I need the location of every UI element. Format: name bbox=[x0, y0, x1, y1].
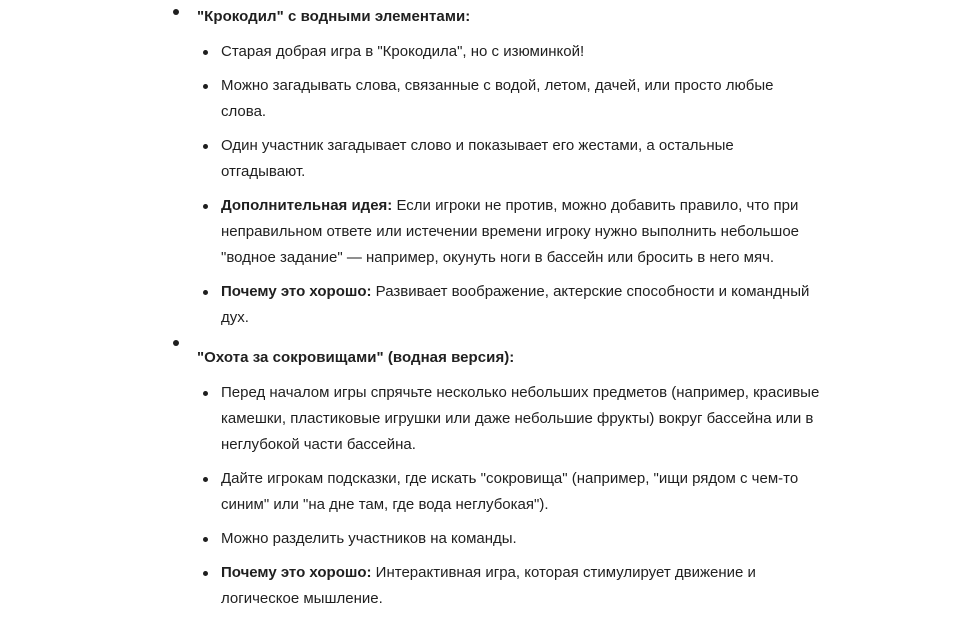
detail-text: Один участник загадывает слово и показывает его жестами, а остальные отгадывают. bbox=[221, 137, 734, 180]
game-section-treasure-hunt bbox=[0, 331, 957, 612]
section-details bbox=[197, 39, 957, 331]
detail-text: Старая добрая игра в "Крокодила", но с изюминкой! bbox=[221, 43, 585, 60]
detail-item bbox=[197, 526, 821, 552]
section-title: "Охота за сокровищами" (водная версия): bbox=[197, 349, 515, 366]
detail-item bbox=[197, 39, 821, 65]
detail-text: Развивает воображение, актерские способности и командный дух. bbox=[221, 283, 810, 326]
detail-item bbox=[197, 279, 821, 331]
detail-text: Можно разделить участников на команды. bbox=[221, 530, 517, 547]
detail-label: Почему это хорошо: bbox=[221, 564, 372, 581]
detail-item bbox=[197, 133, 821, 185]
detail-label: Дополнительная идея: bbox=[221, 197, 393, 214]
detail-text: Перед началом игры спрячьте несколько небольших предметов (например, красивые камешки, пластиковые игрушки или даже небольшие фрукты) вокруг бассейна или в неглубокой части бассейна. bbox=[221, 384, 820, 453]
detail-text: Если игроки не против, можно добавить правило, что при неправильном ответе или истечении времени игроку нужно выполнить небольшое "водное задание" — например, окунуть ноги в бассейн или бросить в него мяч. bbox=[221, 197, 800, 266]
section-details bbox=[197, 380, 957, 612]
detail-text: Дайте игрокам подсказки, где искать "сокровища" (например, "ищи рядом с чем-то синим" или "на дне там, где вода неглубокая"). bbox=[221, 470, 799, 513]
detail-text: Можно загадывать слова, связанные с водой, летом, дачей, или просто любые слова. bbox=[221, 77, 774, 120]
detail-item bbox=[197, 466, 821, 518]
detail-label: Почему это хорошо: bbox=[221, 283, 372, 300]
section-title: "Крокодил" с водными элементами: bbox=[197, 8, 471, 25]
detail-item bbox=[197, 193, 821, 271]
detail-text: Интерактивная игра, которая стимулирует движение и логическое мышление. bbox=[221, 564, 756, 607]
detail-item bbox=[197, 73, 821, 125]
detail-item bbox=[197, 560, 821, 612]
detail-item bbox=[197, 380, 821, 458]
